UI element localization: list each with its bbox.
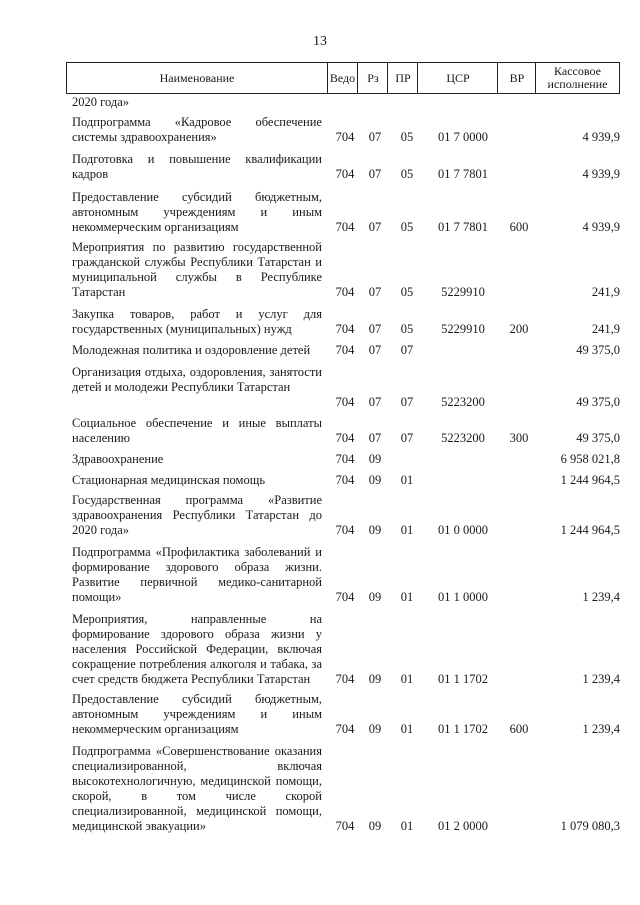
row-ved: 704 bbox=[335, 722, 355, 736]
row-name: Государственная программа «Развитие здравоохранения Республики Татарстан до 2020 года» bbox=[72, 493, 322, 537]
row-kassovoe-ispolnenie: 241,9 bbox=[591, 322, 620, 336]
row-name: Закупка товаров, работ и услуг для государственных (муниципальных) нужд bbox=[72, 307, 322, 336]
row-pr: 01 bbox=[400, 523, 414, 537]
row-pr: 05 bbox=[400, 220, 414, 234]
row-rz: 09 bbox=[368, 523, 382, 537]
row-ved: 704 bbox=[335, 343, 355, 357]
row-ved: 704 bbox=[335, 452, 355, 466]
table-row bbox=[72, 152, 620, 182]
row-kassovoe-ispolnenie: 4 939,9 bbox=[582, 130, 620, 144]
header-rz: Рз bbox=[357, 63, 388, 93]
row-pr: 01 bbox=[400, 590, 414, 604]
row-vr bbox=[502, 523, 536, 538]
row-rz: 09 bbox=[368, 819, 382, 833]
row-pr: 01 bbox=[400, 473, 414, 487]
row-kassovoe-ispolnenie: 1 079 080,3 bbox=[560, 819, 620, 833]
row-rz: 09 bbox=[368, 452, 382, 466]
row-name: Стационарная медицинская помощь bbox=[72, 473, 266, 487]
row-pr: 05 bbox=[400, 285, 414, 299]
row-csr: 01 1 1702 bbox=[438, 672, 488, 686]
row-vr bbox=[502, 395, 536, 410]
row-pr: 05 bbox=[400, 322, 414, 336]
header-vr: ВР bbox=[497, 63, 536, 93]
row-pr: 07 bbox=[400, 343, 414, 357]
row-vr bbox=[502, 167, 536, 182]
row-vr bbox=[502, 819, 536, 834]
row-kassovoe-ispolnenie: 4 939,9 bbox=[582, 167, 620, 181]
row-csr: 5229910 bbox=[441, 285, 485, 299]
row-vr: 600 bbox=[509, 722, 529, 736]
row-name: Организация отдыха, оздоровления, занятости детей и молодежи Республики Татарстан bbox=[72, 365, 322, 394]
row-name: Подпрограмма «Профилактика заболеваний и формирование здорового образа жизни. Развитие первичной медико-санитарной помощи» bbox=[72, 545, 322, 604]
table-row bbox=[72, 612, 620, 687]
row-rz: 09 bbox=[368, 722, 382, 736]
row-csr: 01 7 0000 bbox=[438, 130, 488, 144]
continued-text: 2020 года» bbox=[72, 95, 129, 109]
row-name: Предоставление субсидий бюджетным, автономным учреждениям и иным некоммерческим организациям bbox=[72, 692, 322, 736]
row-csr: 5223200 bbox=[441, 431, 485, 445]
table-row bbox=[72, 545, 620, 605]
row-rz: 07 bbox=[368, 343, 382, 357]
table-row bbox=[72, 240, 620, 300]
header-pr: ПР bbox=[387, 63, 418, 93]
row-name: Предоставление субсидий бюджетным, автономным учреждениям и иным некоммерческим организациям bbox=[72, 190, 322, 234]
row-name: Подпрограмма «Совершенствование оказания специализированной, включая высокотехнологичную, медицинской помощи, скорой, в том числе скорой специализированной, медицинской помощи, медицинской эвакуации» bbox=[72, 744, 322, 833]
row-vr bbox=[502, 672, 536, 687]
table-row bbox=[72, 692, 620, 737]
row-vr: 600 bbox=[509, 220, 529, 234]
row-kassovoe-ispolnenie: 1 244 964,5 bbox=[560, 473, 620, 487]
row-kassovoe-ispolnenie: 1 244 964,5 bbox=[560, 523, 620, 537]
table-row bbox=[72, 343, 620, 358]
row-pr: 01 bbox=[400, 672, 414, 686]
row-pr: 07 bbox=[400, 431, 414, 445]
row-pr bbox=[396, 452, 418, 467]
table-row bbox=[72, 115, 620, 145]
row-name: Подготовка и повышение квалификации кадров bbox=[72, 152, 322, 181]
row-rz: 07 bbox=[368, 322, 382, 336]
row-rz: 07 bbox=[368, 130, 382, 144]
row-kassovoe-ispolnenie: 49 375,0 bbox=[576, 395, 620, 409]
row-pr: 01 bbox=[400, 722, 414, 736]
table-row bbox=[72, 190, 620, 235]
row-csr: 01 2 0000 bbox=[438, 819, 488, 833]
row-vr bbox=[502, 285, 536, 300]
row-rz: 09 bbox=[368, 590, 382, 604]
row-csr: 5223200 bbox=[441, 395, 485, 409]
row-rz: 07 bbox=[368, 431, 382, 445]
row-name: Подпрограмма «Кадровое обеспечение системы здравоохранения» bbox=[72, 115, 322, 144]
row-pr: 01 bbox=[400, 819, 414, 833]
table-row bbox=[72, 493, 620, 538]
table-row bbox=[72, 416, 620, 446]
row-csr bbox=[424, 452, 502, 467]
header-name: Наименование bbox=[159, 70, 235, 85]
row-csr: 5229910 bbox=[441, 322, 485, 336]
row-rz: 07 bbox=[368, 220, 382, 234]
row-csr bbox=[424, 343, 502, 358]
row-rz: 07 bbox=[368, 395, 382, 409]
row-vr bbox=[502, 130, 536, 145]
table-row bbox=[72, 452, 620, 467]
page-number: 13 bbox=[313, 34, 327, 49]
row-vr: 300 bbox=[509, 431, 529, 445]
row-csr: 01 7 7801 bbox=[438, 220, 488, 234]
row-rz: 09 bbox=[368, 473, 382, 487]
row-kassovoe-ispolnenie: 1 239,4 bbox=[582, 590, 620, 604]
row-ved: 704 bbox=[335, 523, 355, 537]
row-rz: 07 bbox=[368, 285, 382, 299]
table-row bbox=[72, 744, 620, 834]
row-name: Мероприятия, направленные на формирование здорового образа жизни у населения Российской Федерации, включая сокращение потребления алкоголя и табака, за счет средств бюджета Республики Татарстан bbox=[72, 612, 322, 686]
row-csr bbox=[424, 473, 502, 488]
row-kassovoe-ispolnenie: 1 239,4 bbox=[582, 672, 620, 686]
row-pr: 07 bbox=[400, 395, 414, 409]
row-ved: 704 bbox=[335, 590, 355, 604]
row-vr: 200 bbox=[509, 322, 529, 336]
row-name: Молодежная политика и оздоровление детей bbox=[72, 343, 311, 357]
header-csr: ЦСР bbox=[417, 63, 498, 93]
row-ved: 704 bbox=[335, 285, 355, 299]
table-row bbox=[72, 307, 620, 337]
row-vr bbox=[502, 343, 536, 358]
row-ved: 704 bbox=[335, 473, 355, 487]
row-name: Мероприятия по развитию государственной гражданской службы Республики Татарстан и муниципальной службы в Республике Татарстан bbox=[72, 240, 322, 299]
row-vr bbox=[502, 473, 536, 488]
header-ved: Ведо bbox=[327, 63, 357, 93]
row-csr: 01 0 0000 bbox=[438, 523, 488, 537]
row-csr: 01 7 7801 bbox=[438, 167, 488, 181]
row-ved: 704 bbox=[335, 322, 355, 336]
row-name: Социальное обеспечение и иные выплаты населению bbox=[72, 416, 322, 445]
row-kassovoe-ispolnenie: 49 375,0 bbox=[576, 343, 620, 357]
row-ved: 704 bbox=[335, 220, 355, 234]
row-rz: 07 bbox=[368, 167, 382, 181]
row-kassovoe-ispolnenie: 4 939,9 bbox=[582, 220, 620, 234]
row-vr bbox=[502, 452, 536, 467]
row-pr: 05 bbox=[400, 167, 414, 181]
row-kassovoe-ispolnenie: 49 375,0 bbox=[576, 431, 620, 445]
header-kassovoe-ispolnenie: Кассовое исполнение bbox=[535, 63, 619, 93]
row-ved: 704 bbox=[335, 431, 355, 445]
row-ved: 704 bbox=[335, 395, 355, 409]
table-row bbox=[72, 365, 620, 410]
row-ved: 704 bbox=[335, 672, 355, 686]
row-rz: 09 bbox=[368, 672, 382, 686]
row-name: Здравоохранение bbox=[72, 452, 164, 466]
row-vr bbox=[502, 590, 536, 605]
table-row bbox=[72, 473, 620, 488]
row-ved: 704 bbox=[335, 130, 355, 144]
row-pr: 05 bbox=[400, 130, 414, 144]
row-ved: 704 bbox=[335, 819, 355, 833]
table-header bbox=[66, 62, 620, 94]
row-kassovoe-ispolnenie: 241,9 bbox=[591, 285, 620, 299]
row-kassovoe-ispolnenie: 6 958 021,8 bbox=[560, 452, 620, 466]
row-ved: 704 bbox=[335, 167, 355, 181]
row-csr: 01 1 1702 bbox=[438, 722, 488, 736]
row-kassovoe-ispolnenie: 1 239,4 bbox=[582, 722, 620, 736]
row-csr: 01 1 0000 bbox=[438, 590, 488, 604]
